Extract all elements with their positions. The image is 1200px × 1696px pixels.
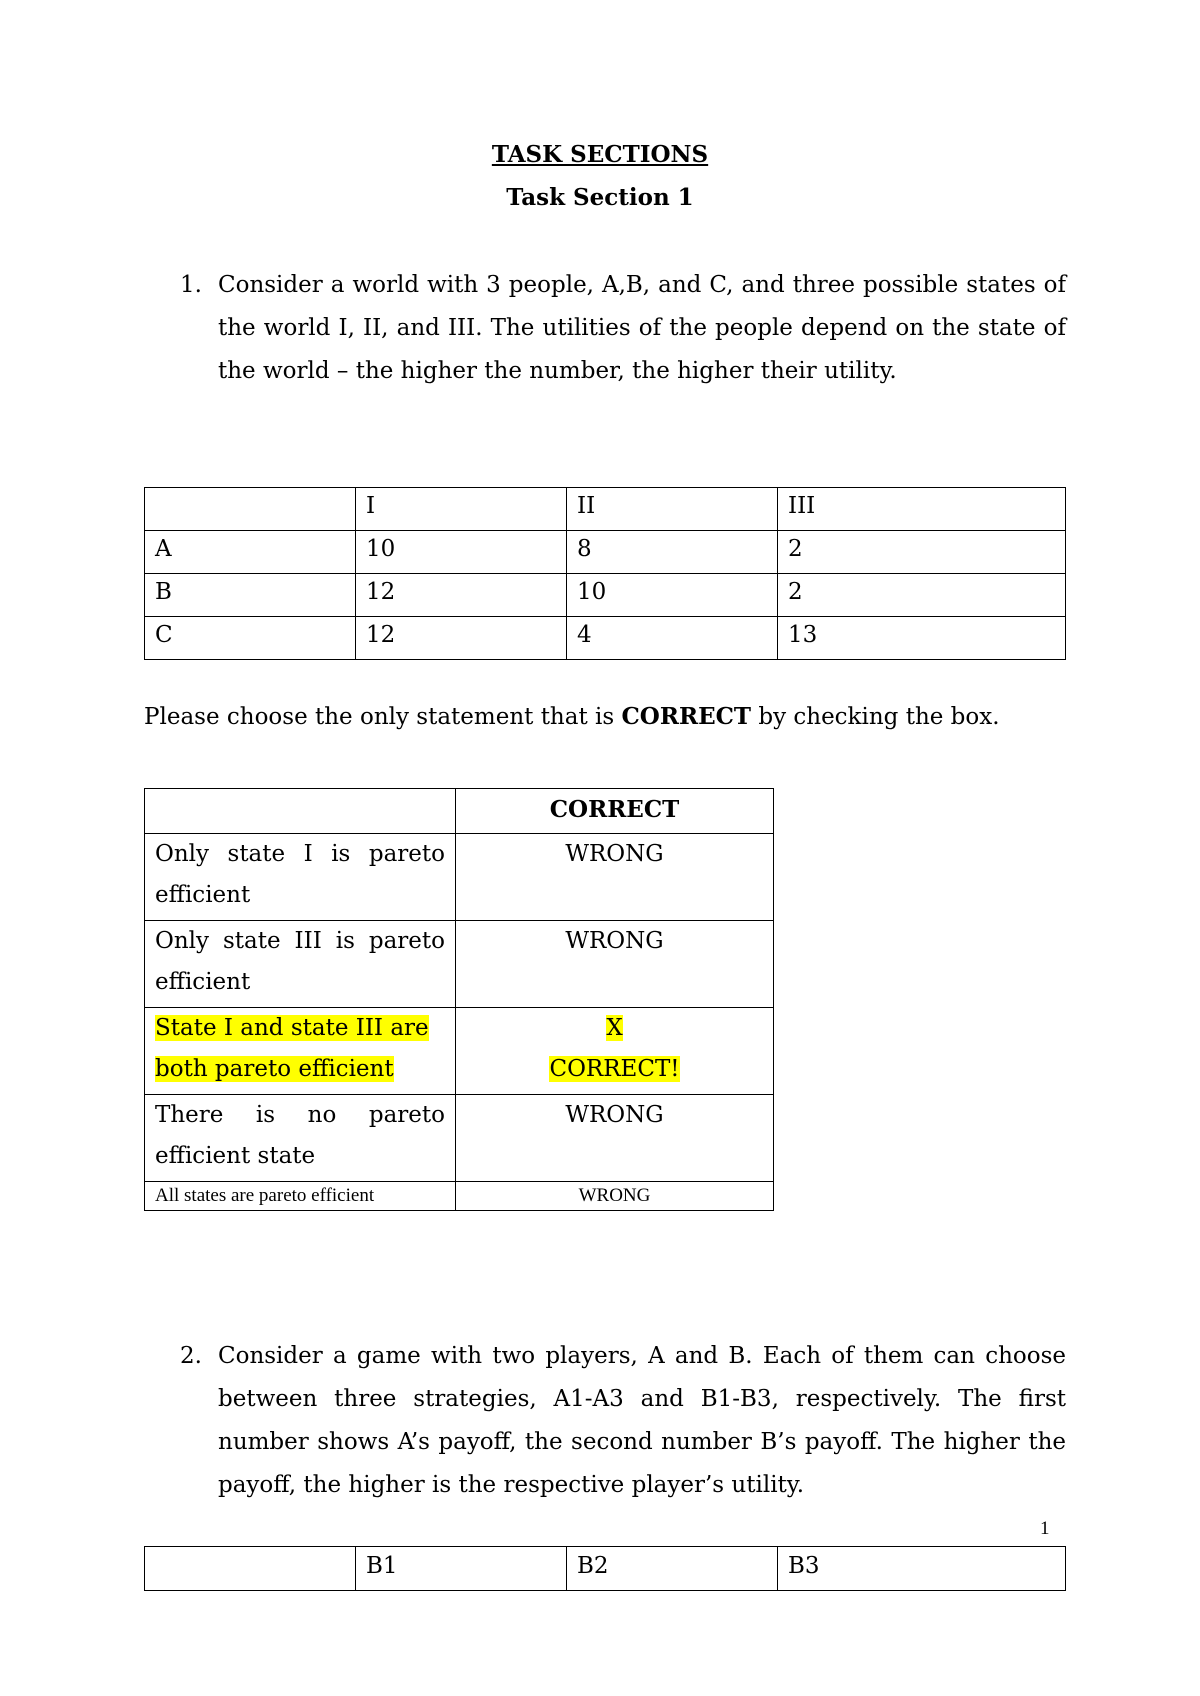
correct-label: CORRECT! [549,1056,680,1082]
payoff-table [144,1546,1066,1591]
instruction-bold: CORRECT [621,703,752,730]
choice-answer-box-checked[interactable] [456,1008,774,1095]
choice-row [145,1182,774,1211]
utility-table-header-row [145,488,1066,531]
table-cell: 12 [356,617,567,660]
check-mark: X [606,1015,623,1041]
table-cell: B [145,574,356,617]
utility-header-cell: III [778,488,1066,531]
question-2-number: 2. [180,1343,202,1369]
table-cell: 2 [778,531,1066,574]
choice-row [145,834,774,921]
table-cell: 13 [778,617,1066,660]
highlighted-statement: State I and state III are both pareto efficient [155,1015,429,1082]
instruction-text [144,703,1000,730]
payoff-header-cell: B2 [567,1547,778,1591]
table-cell: 2 [778,574,1066,617]
question-1-text: Consider a world with 3 people, A,B, and C, and three possible states of the world I, II, and III. The utilities of the people depend on the state of the world – the higher the number, the higher their utility. [218,272,1066,384]
choice-answer-box[interactable]: WRONG [456,921,774,1008]
choice-statement-highlighted [145,1008,456,1095]
table-cell: 8 [567,531,778,574]
choice-row [145,921,774,1008]
choice-answer-box[interactable]: WRONG [456,1095,774,1182]
choice-answer-box[interactable]: WRONG [456,834,774,921]
choice-statement: Only state III is pareto efficient [145,921,456,1008]
choice-header-correct: CORRECT [456,789,774,834]
utility-header-cell: I [356,488,567,531]
table-cell: 10 [567,574,778,617]
table-cell: 10 [356,531,567,574]
choice-table [144,788,774,1211]
payoff-header-cell: B1 [356,1547,567,1591]
choice-header-empty [145,789,456,834]
table-cell: 4 [567,617,778,660]
instruction-suffix: by checking the box. [751,704,1000,730]
page-title: TASK SECTIONS [491,141,709,168]
choice-statement: There is no pareto efficient state [145,1095,456,1182]
payoff-table-header-row [145,1547,1066,1591]
question-1-number: 1. [180,272,202,298]
table-row [145,574,1066,617]
choice-answer-box[interactable]: WRONG [456,1182,774,1211]
utility-table [144,487,1066,660]
question-2-text: Consider a game with two players, A and B. Each of them can choose between three strategies, A1-A3 and B1-B3, respectively. The first number shows A’s payoff, the second number B’s payoff. The higher the payoff, the higher is the respective player’s utility. [218,1343,1066,1498]
choice-table-header-row [145,789,774,834]
page-number: 1 [1040,1518,1050,1539]
choice-row [145,1095,774,1182]
choice-statement: Only state I is pareto efficient [145,834,456,921]
utility-header-cell [145,488,356,531]
table-row [145,617,1066,660]
utility-header-cell: II [567,488,778,531]
table-cell: C [145,617,356,660]
choice-row-correct [145,1008,774,1095]
section-title: Task Section 1 [506,184,694,211]
payoff-header-cell: B3 [778,1547,1066,1591]
table-cell: 12 [356,574,567,617]
table-row [145,531,1066,574]
instruction-prefix: Please choose the only statement that is [144,704,622,730]
choice-statement: All states are pareto efficient [145,1182,456,1211]
payoff-header-cell [145,1547,356,1591]
table-cell: A [145,531,356,574]
